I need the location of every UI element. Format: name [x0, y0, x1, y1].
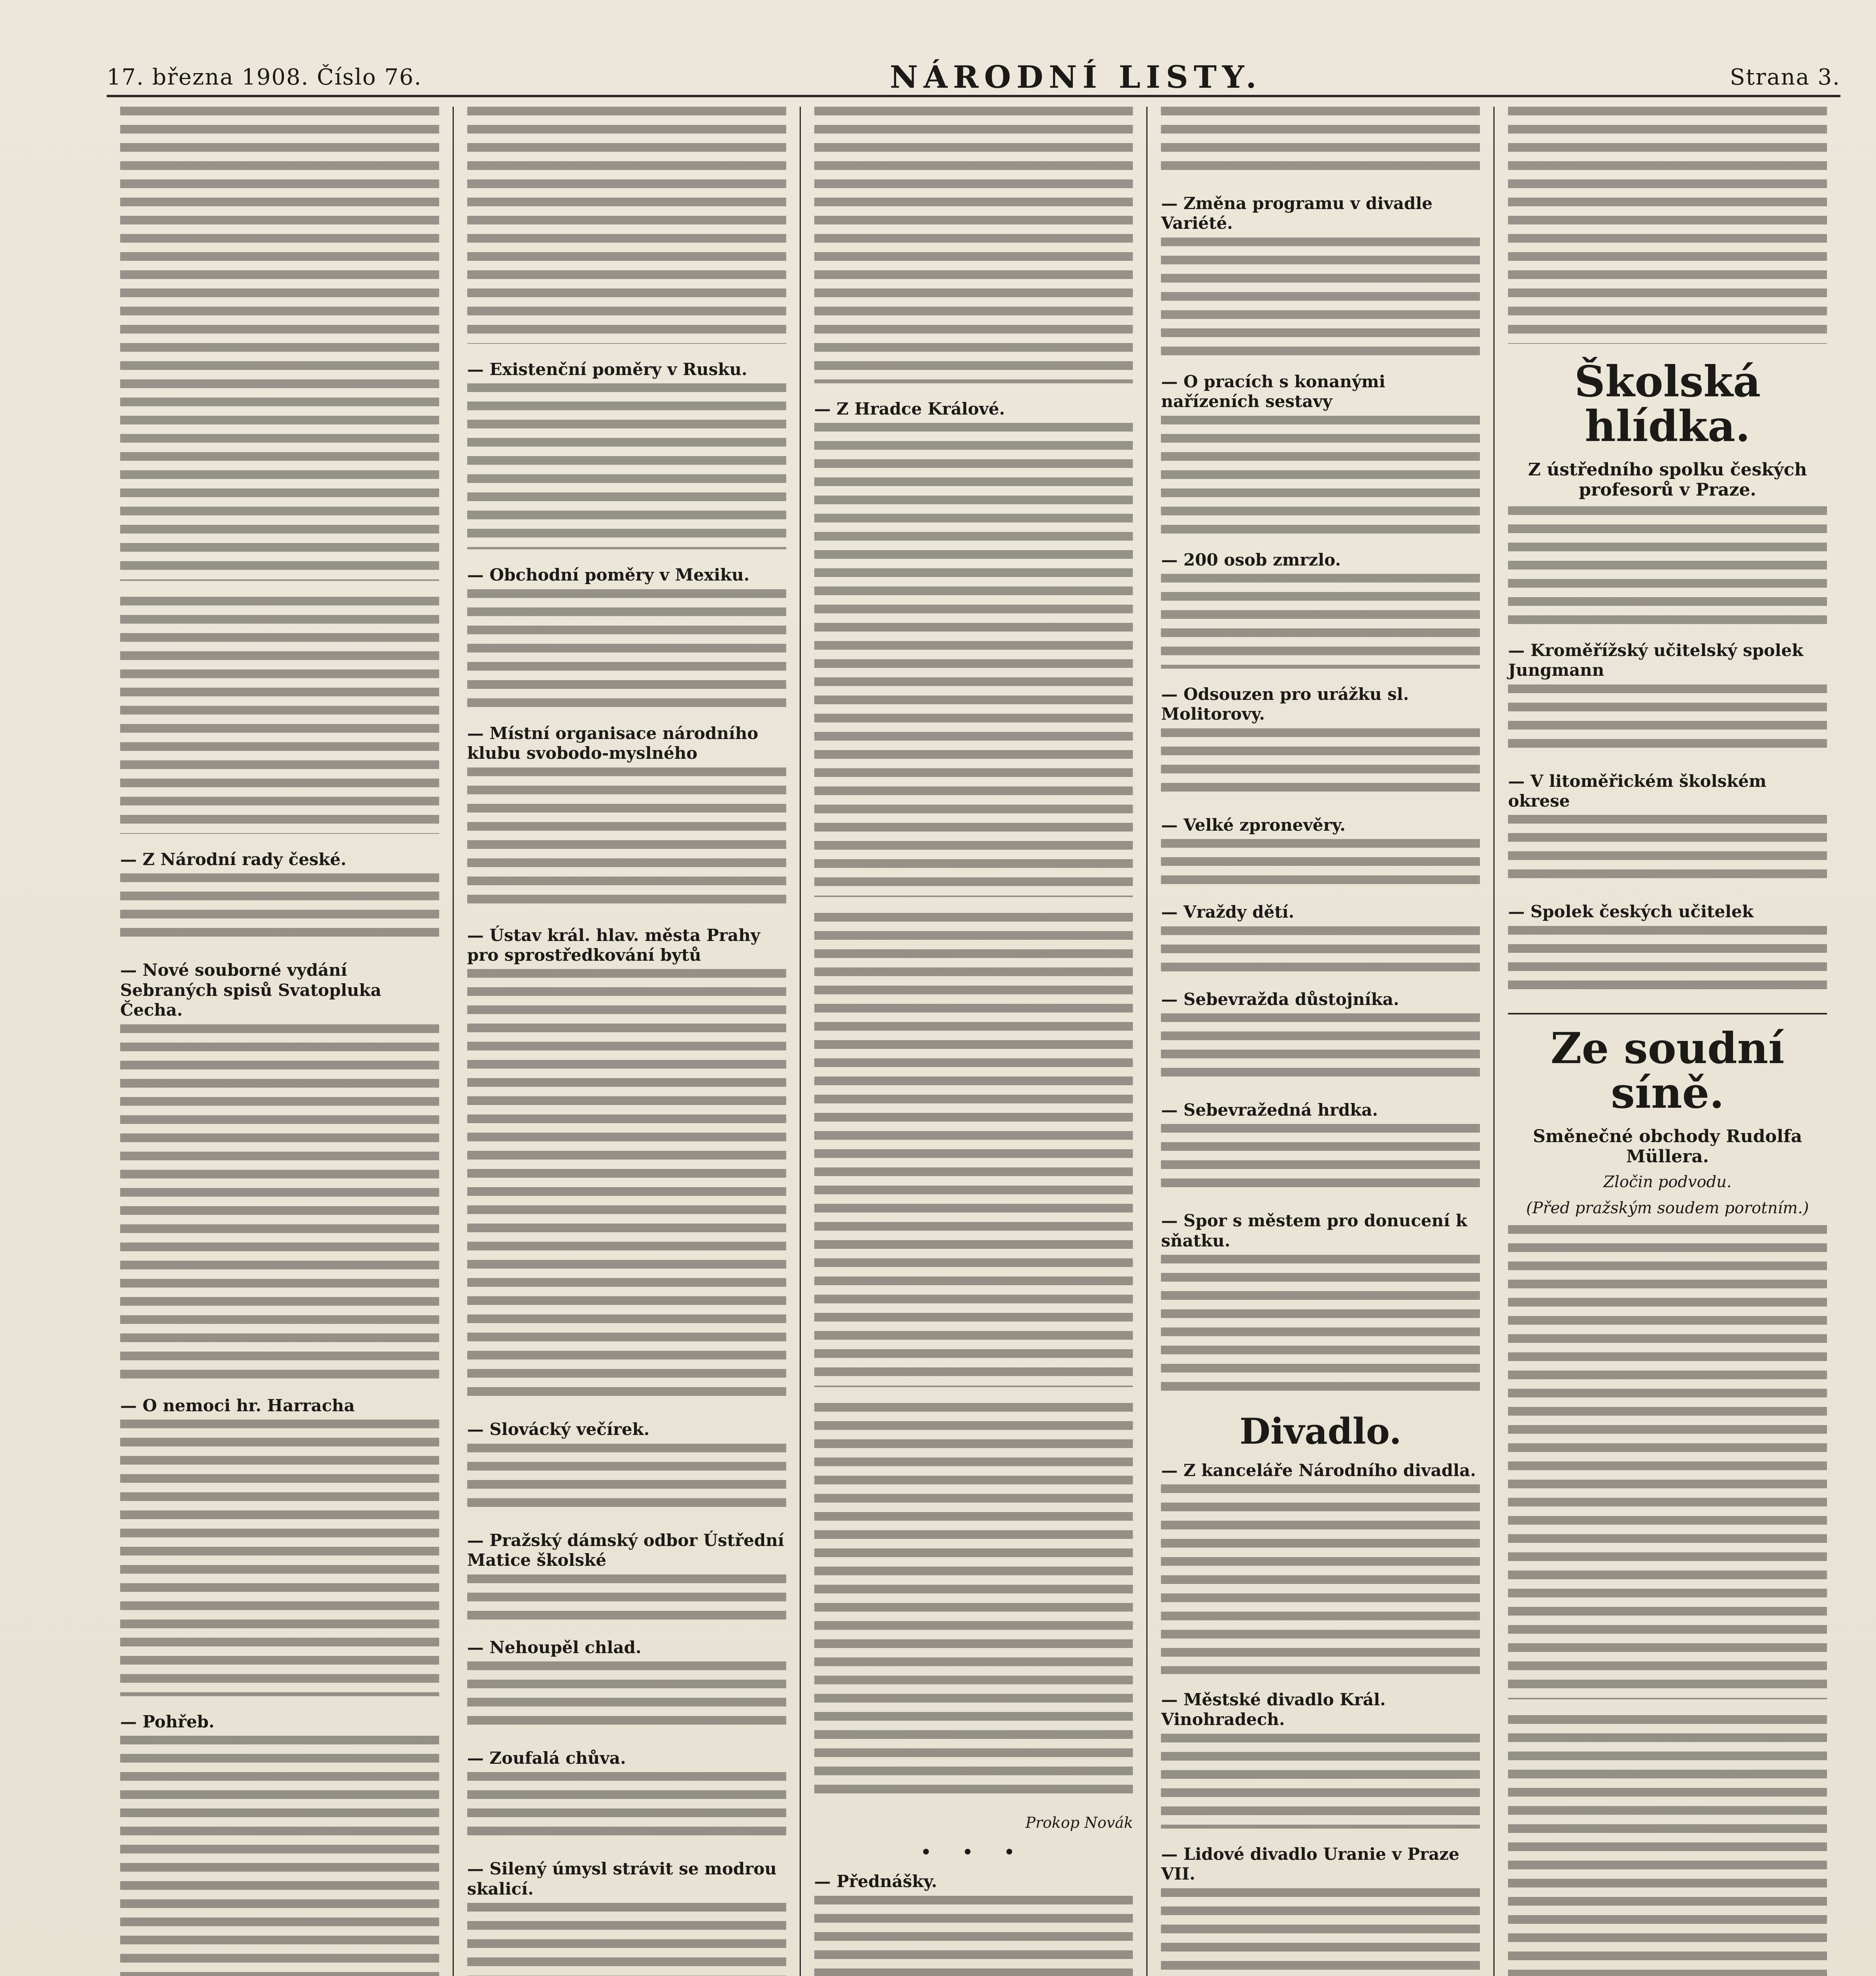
section-title: Divadlo.: [1239, 1410, 1402, 1453]
article-heading: — Nehoupěl chlad.: [467, 1637, 642, 1657]
page-number: Strana 3.: [1730, 64, 1840, 90]
article-heading: — Přednášky.: [814, 1872, 937, 1891]
article-heading: — Vraždy dětí.: [1161, 902, 1295, 922]
column-2: [454, 107, 801, 1976]
article-heading: — O nemoci hr. Harracha: [120, 1395, 355, 1415]
divider: [1508, 1013, 1827, 1014]
column-4: [1147, 107, 1495, 1976]
text-block: [1161, 238, 1480, 356]
text-block: [1161, 839, 1480, 886]
text-block: [1161, 107, 1480, 178]
column-5: [1495, 107, 1840, 1976]
text-block: [1508, 926, 1827, 997]
article-heading: — Lidové divadlo Uranie v Praze VII.: [1161, 1844, 1459, 1884]
text-block: [814, 423, 1133, 897]
article-heading: — Slovácký večírek.: [467, 1420, 650, 1439]
article-heading: — Místní organisace národního klubu svobodo-myslného: [467, 723, 759, 763]
text-block: [1161, 416, 1480, 534]
text-block: [467, 1661, 786, 1733]
issue-date: 17. března 1908. Číslo 76.: [107, 64, 422, 90]
article-title: Směnečné obchody Rudolfa Müllera.: [1533, 1126, 1802, 1167]
text-block: [120, 597, 439, 834]
text-block: [467, 589, 786, 708]
text-block: [814, 1403, 1133, 1798]
article-heading: — Sebevražda důstojníka.: [1161, 989, 1399, 1009]
article-heading: — Ústav král. hlav. města Prahy pro sprostředkování bytů: [467, 925, 761, 965]
text-block: [1508, 1715, 1827, 1976]
article-heading: — Obchodní poměry v Mexiku.: [467, 565, 750, 585]
text-block: [120, 1736, 439, 1976]
text-block: [1508, 684, 1827, 756]
article-heading: — Pohřeb.: [120, 1712, 215, 1731]
text-block: [814, 913, 1133, 1387]
text-block: [120, 107, 439, 581]
text-block: [467, 107, 786, 344]
text-block: [467, 1903, 786, 1976]
article-heading: — Sebevražedná hrdka.: [1161, 1100, 1378, 1120]
text-block: [1161, 1484, 1480, 1674]
article-heading: — Existenční poměry v Rusku.: [467, 360, 747, 379]
text-block: [1161, 1013, 1480, 1084]
section-subtitle: Z ústředního spolku českých profesorů v Praze.: [1528, 459, 1807, 500]
text-block: [467, 1772, 786, 1843]
section-title: Ze soudní síně.: [1550, 1023, 1785, 1118]
article-heading: — Nové souborné vydání Sebraných spisů Svatopluka Čecha.: [120, 960, 381, 1020]
text-block: [1161, 574, 1480, 669]
article-heading: — Městské divadlo Král. Vinohradech.: [1161, 1689, 1386, 1729]
article-heading: — Velké zpronevěry.: [1161, 815, 1346, 835]
article-heading: — Z Národní rady české.: [120, 850, 347, 869]
article-heading: — O pracích s konanými nařízeních sestavy: [1161, 371, 1385, 411]
section-divider: • • •: [920, 1841, 1027, 1864]
article-heading: — Spolek českých učitelek: [1508, 902, 1754, 922]
masthead: [107, 59, 1840, 97]
article-subtitle: (Před pražským soudem porotním.): [1526, 1199, 1809, 1217]
text-block: [1161, 926, 1480, 974]
text-block: [467, 1574, 786, 1622]
article-heading: — Změna programu v divadle Variété.: [1161, 194, 1433, 233]
text-block: [1508, 815, 1827, 886]
text-block: [814, 1896, 1133, 1976]
text-block: [120, 873, 439, 945]
columns: [107, 107, 1840, 1976]
text-block: [467, 969, 786, 1404]
article-heading: — V litoměřickém školském okrese: [1508, 771, 1767, 811]
column-1: [107, 107, 454, 1976]
text-block: [120, 1024, 439, 1380]
article-subtitle: Zločin podvodu.: [1603, 1173, 1732, 1191]
column-3: [801, 107, 1148, 1976]
article-heading: — Silený úmysl strávit se modrou skalicí.: [467, 1859, 777, 1899]
article-heading: — Odsouzen pro urážku sl. Molitorovy.: [1161, 684, 1409, 724]
text-block: [120, 1420, 439, 1696]
newspaper-title: NÁRODNÍ LISTY.: [890, 59, 1262, 95]
article-heading: — 200 osob zmrzlo.: [1161, 550, 1341, 569]
text-block: [814, 107, 1133, 383]
section-title: Školská hlídka.: [1574, 357, 1761, 452]
article-heading: — Z kanceláře Národního divadla.: [1161, 1460, 1476, 1480]
text-block: [1508, 1225, 1827, 1699]
text-block: [1161, 728, 1480, 799]
article-heading: — Zoufalá chůva.: [467, 1748, 626, 1768]
article-heading: — Z Hradce Králové.: [814, 399, 1005, 419]
article-heading: — Kroměřížský učitelský spolek Jungmann: [1508, 640, 1804, 680]
text-block: [1508, 107, 1827, 344]
text-block: [467, 383, 786, 549]
article-heading: — Pražský dámský odbor Ústřední Matice školské: [467, 1530, 784, 1570]
text-block: [1161, 1888, 1480, 1976]
text-block: [467, 767, 786, 910]
article-heading: — Spor s městem pro donucení k sňatku.: [1161, 1211, 1467, 1250]
text-block: [467, 1444, 786, 1515]
text-block: [1161, 1124, 1480, 1195]
text-block: [1161, 1734, 1480, 1829]
text-block: [1508, 506, 1827, 625]
text-block: [1161, 1255, 1480, 1397]
article-signature: Prokop Novák: [1025, 1814, 1133, 1832]
